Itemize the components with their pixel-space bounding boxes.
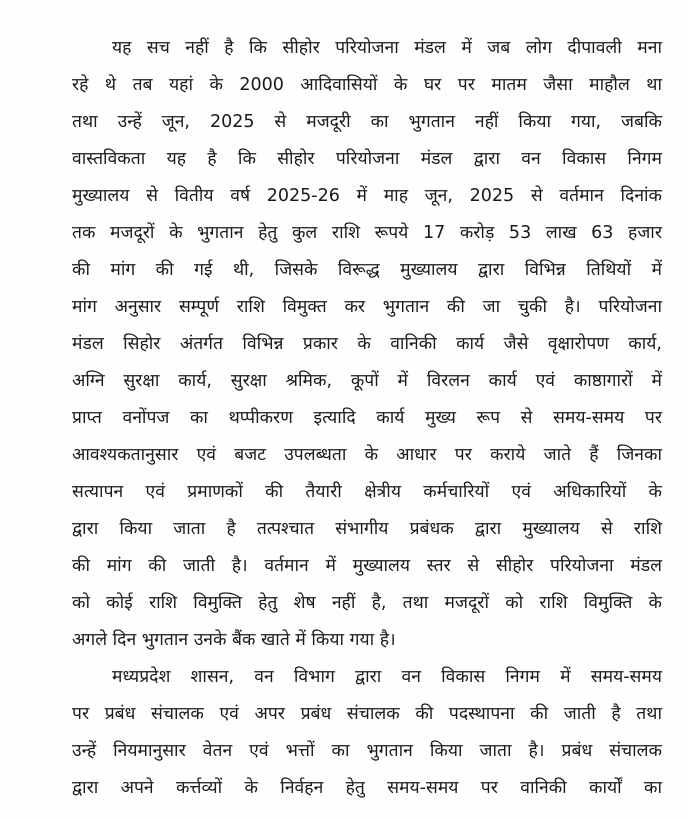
text-line: प्राप्त वनोंपज का थप्पीकरण इत्यादि कार्य मुख्य रूप से समय-समय पर	[72, 408, 662, 428]
text-line: आवश्यकतानुसार एवं बजट उपलब्धता के आधार पर कराये जाते हैं जिनका	[72, 445, 662, 465]
text-line: मुख्यालय से वितीय वर्ष 2025-26 में माह जून, 2025 से वर्तमान दिनांक	[72, 186, 662, 206]
text-line: सत्यापन एवं प्रमाणकों की तैयारी क्षेत्रीय कर्मचारियों एवं अधिकारियों के	[72, 482, 662, 502]
text-line: को कोई राशि विमुक्ति हेतु शेष नहीं है, तथा मजदूरों को राशि विमुक्ति के	[72, 593, 662, 613]
text-line: पर प्रबंध संचालक एवं अपर प्रबंध संचालक की पदस्थापना की जाती है तथा	[72, 704, 662, 724]
text-line: द्वारा किया जाता है तत्पश्चात संभागीय प्रबंधक द्वारा मुख्यालय से राशि	[72, 519, 662, 539]
text-line: द्वारा अपने कर्त्तव्यों के निर्वहन हेतु समय-समय पर वानिकी कार्यों का	[72, 778, 662, 798]
text-line: मध्यप्रदेश शासन, वन विभाग द्वारा वन विकास निगम में समय-समय	[112, 667, 662, 687]
text-line: की मांग की गई थी, जिसके विरूद्ध मुख्यालय द्वारा विभिन्न तिथियों में	[72, 260, 662, 280]
text-line: तक मजदूरों के भुगतान हेतु कुल राशि रूपये 17 करोड़ 53 लाख 63 हजार	[72, 223, 662, 243]
text-line: मंडल सिहोर अंतर्गत विभिन्न प्रकार के वानिकी कार्य जैसे वृक्षारोपण कार्य,	[72, 334, 662, 354]
text-line: अग्नि सुरक्षा कार्य, सुरक्षा श्रमिक, कूपों में विरलन कार्य एवं काष्ठागारों में	[72, 371, 662, 391]
text-line: वास्तविकता यह है कि सीहोर परियोजना मंडल द्वारा वन विकास निगम	[72, 149, 662, 169]
text-line: रहे थे तब यहां के 2000 आदिवासियों के घर पर मातम जैसा माहौल था	[72, 75, 662, 95]
text-line: उन्हें नियमानुसार वेतन एवं भत्तों का भुगतान किया जाता है। प्रबंध संचालक	[72, 741, 662, 761]
text-line: अगले दिन भुगतान उनके बैंक खाते में किया गया है।	[72, 630, 396, 650]
text-line: तथा उन्हें जून, 2025 से मजदूरी का भुगतान नहीं किया गया, जबकि	[72, 112, 662, 132]
text-line: मांग अनुसार सम्पूर्ण राशि विमुक्त कर भुगतान की जा चुकी है। परियोजना	[72, 297, 662, 317]
text-line: यह सच नहीं है कि सीहोर परियोजना मंडल में जब लोग दीपावली मना	[112, 38, 662, 58]
text-line: की मांग की जाती है। वर्तमान में मुख्यालय स्तर से सीहोर परियोजना मंडल	[72, 556, 662, 576]
